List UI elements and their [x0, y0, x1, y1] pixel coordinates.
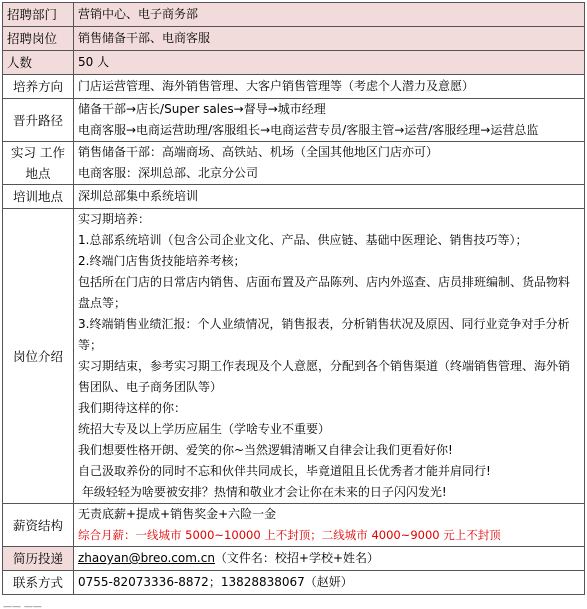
recruitment-table [2, 2, 585, 595]
value-internship [74, 142, 585, 185]
row-dept [3, 3, 585, 27]
label-promotion: 晋升路径 [3, 99, 74, 142]
label-position: 招聘岗位 [3, 27, 74, 51]
label-training: 培训地点 [3, 185, 74, 209]
label-headcount: 人数 [3, 51, 74, 75]
resume-email-link[interactable]: zhaoyan@breo.com.cn [78, 551, 215, 565]
row-headcount [3, 51, 585, 75]
value-salary [74, 504, 585, 547]
value-resume [74, 547, 585, 571]
row-internship [3, 142, 585, 185]
label-salary: 薪资结构 [3, 504, 74, 547]
label-intro: 岗位介绍 [3, 209, 74, 504]
intro-line: 包括所在门店的日常店内销售、店面布置及产品陈列、店内外巡查、店员排班编制、货品物料盘点等； [78, 275, 571, 310]
row-direction [3, 75, 585, 99]
row-position [3, 27, 585, 51]
intro-line: 实习期结束，参考实习期工作表现及个人意愿，分配到各个销售渠道（终端销售管理、海外销售团队、电子商务团队等） [78, 359, 571, 394]
intro-line: 3.终端销售业绩汇报：个人业绩情况，销售报表，分析销售状况及原因、同行业竞争对手分析等； [78, 317, 570, 352]
row-resume [3, 547, 585, 571]
intro-line: 统招大专及以上学历应届生（学啥专业不重要） [78, 422, 331, 436]
intro-line: 年级轻轻为啥要被安排？热情和敬业才会让你在未来的日子闪闪发光! [78, 485, 447, 499]
value-contact: 0755-82073336-8872；13828838067（赵妍） [74, 571, 585, 595]
label-internship: 实习 工作地点 [3, 142, 74, 185]
intro-line: 我们想要性格开朗、爱笑的你~当然逻辑清晰又自律会让我们更看好你! [78, 443, 453, 457]
value-intro [74, 209, 585, 504]
value-headcount: 50 人 [74, 51, 585, 75]
intro-line: 实习期培养： [78, 212, 151, 226]
label-dept: 招聘部门 [3, 3, 74, 27]
value-dept: 营销中心、电子商务部 [74, 3, 585, 27]
resume-filename-note: （文件名：校招+学校+姓名） [214, 551, 380, 565]
row-promotion [3, 99, 585, 142]
salary-structure: 无责底薪+提成+销售奖金+六险一金 [78, 507, 277, 521]
intro-line: 我们期待这样的你： [78, 401, 187, 415]
intro-line: 自己汲取养份的同时不忘和伙伴共同成长，毕竟道阻且长优秀者才能并肩同行! [78, 464, 491, 478]
internship-line: 销售储备干部：高端商场、高铁站、机场（全国其他地区门店亦可） [78, 145, 439, 159]
footer-fragment: —— —— [3, 603, 42, 609]
intro-line: 1.总部系统培训（包含公司企业文化、产品、供应链、基础中医理论、销售技巧等）； [78, 233, 528, 247]
intro-line: 2.终端门店售货技能培养考核； [78, 254, 246, 268]
value-promotion [74, 99, 585, 142]
row-training [3, 185, 585, 209]
label-contact: 联系方式 [3, 571, 74, 595]
row-contact [3, 571, 585, 595]
label-direction: 培养方向 [3, 75, 74, 99]
row-intro [3, 209, 585, 504]
internship-line: 电商客服：深圳总部、北京分公司 [78, 166, 259, 180]
label-resume: 简历投递 [3, 547, 74, 571]
promotion-line: 储备干部→店长/Super sales→督导→城市经理 [78, 102, 326, 116]
row-salary [3, 504, 585, 547]
salary-monthly: 综合月薪：一线城市 5000~10000 上不封顶；二线城市 4000~9000 元上不封顶 [78, 528, 501, 542]
promotion-line: 电商客服→电商运营助理/客服组长→电商运营专员/客服主管→运营/客服经理→运营总监 [78, 123, 539, 137]
value-direction: 门店运营管理、海外销售管理、大客户销售管理等（考虑个人潜力及意愿） [74, 75, 585, 99]
value-training: 深圳总部集中系统培训 [74, 185, 585, 209]
value-position: 销售储备干部、电商客服 [74, 27, 585, 51]
